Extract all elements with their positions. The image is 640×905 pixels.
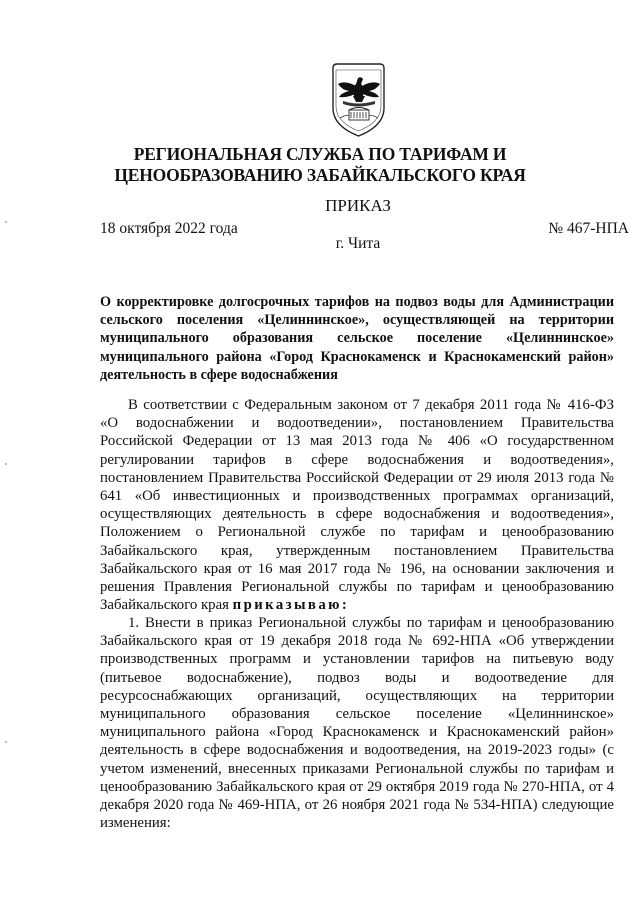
document-type: ПРИКАЗ bbox=[325, 196, 391, 215]
document-date: 18 октября 2022 года bbox=[100, 220, 238, 237]
preamble-paragraph bbox=[100, 396, 614, 614]
scan-mark bbox=[5, 463, 7, 465]
organization-name-line1: РЕГИОНАЛЬНАЯ СЛУЖБА ПО ТАРИФАМ И bbox=[133, 144, 507, 164]
scan-mark bbox=[5, 221, 7, 223]
organization-name-line2: ЦЕНООБРАЗОВАНИЮ ЗАБАЙКАЛЬСКОГО КРАЯ bbox=[114, 165, 526, 185]
preamble-text: В соответствии с Федеральным законом от 7 декабря 2011 года № 416-ФЗ «О водоснабжении и водоотведении», постановлением Правительства Российской Федерации от 13 мая 2013 года № 406 «О государственном регулировании тарифов в сфере водоснабжения и водоотведения», постановлением Правительства Российской Федерации от 29 июля 2013 года № 641 «Об инвестиционных и производственных программах организаций, осуществляющих деятельность в сфере водоснабжения и водоотведения», Положением о Региональной службе по тарифам и ценообразованию Забайкальского края, утвержденным постановлением Правительства Забайкальского края от 16 мая 2017 года № 196, на основании заключения и решения Правления Региональной службы по тарифам и ценообразованию Забайкальского края bbox=[100, 397, 614, 614]
coat-of-arms-emblem bbox=[327, 60, 390, 138]
decree-colon: : bbox=[341, 597, 347, 614]
organization-name bbox=[0, 144, 640, 186]
document-subject: О корректировке долгосрочных тарифов на подвоз воды для Администрации сельского поселения «Целиннинское», осуществляющей на территории муниципального образования сельское поселение «Целиннинское» муниципального района «Город Краснокаменск и Краснокаменский район» деятельность в сфере водоснабжения bbox=[100, 294, 614, 383]
decree-word: приказываю bbox=[232, 597, 342, 614]
document-city: г. Чита bbox=[335, 235, 381, 252]
item-1-paragraph: 1. Внести в приказ Региональной службы по тарифам и ценообразованию Забайкальского края от 19 декабря 2018 года № 692-НПА «Об утверждении производственных программ и установлении тарифов на питьевую воду (питьевое водоснабжение), подвоз воды и водоотведение для ресурсоснабжающих организаций, осуществляющих на территории муниципального образования сельское поселение «Целиннинское» муниципального района «Город Краснокаменск и Краснокаменский район» деятельность в сфере водоснабжения и водоотведения, на 2019-2023 годы» (с учетом изменений, внесенных приказами Региональной службы по тарифам и ценообразованию Забайкальского края от 29 октября 2019 года № 270-НПА, от 4 декабря 2020 года № 469-НПА, от 26 ноября 2021 года № 534-НПА) следующие изменения: bbox=[100, 615, 614, 832]
scan-mark bbox=[5, 741, 7, 743]
document-number: № 467-НПА bbox=[548, 220, 629, 237]
